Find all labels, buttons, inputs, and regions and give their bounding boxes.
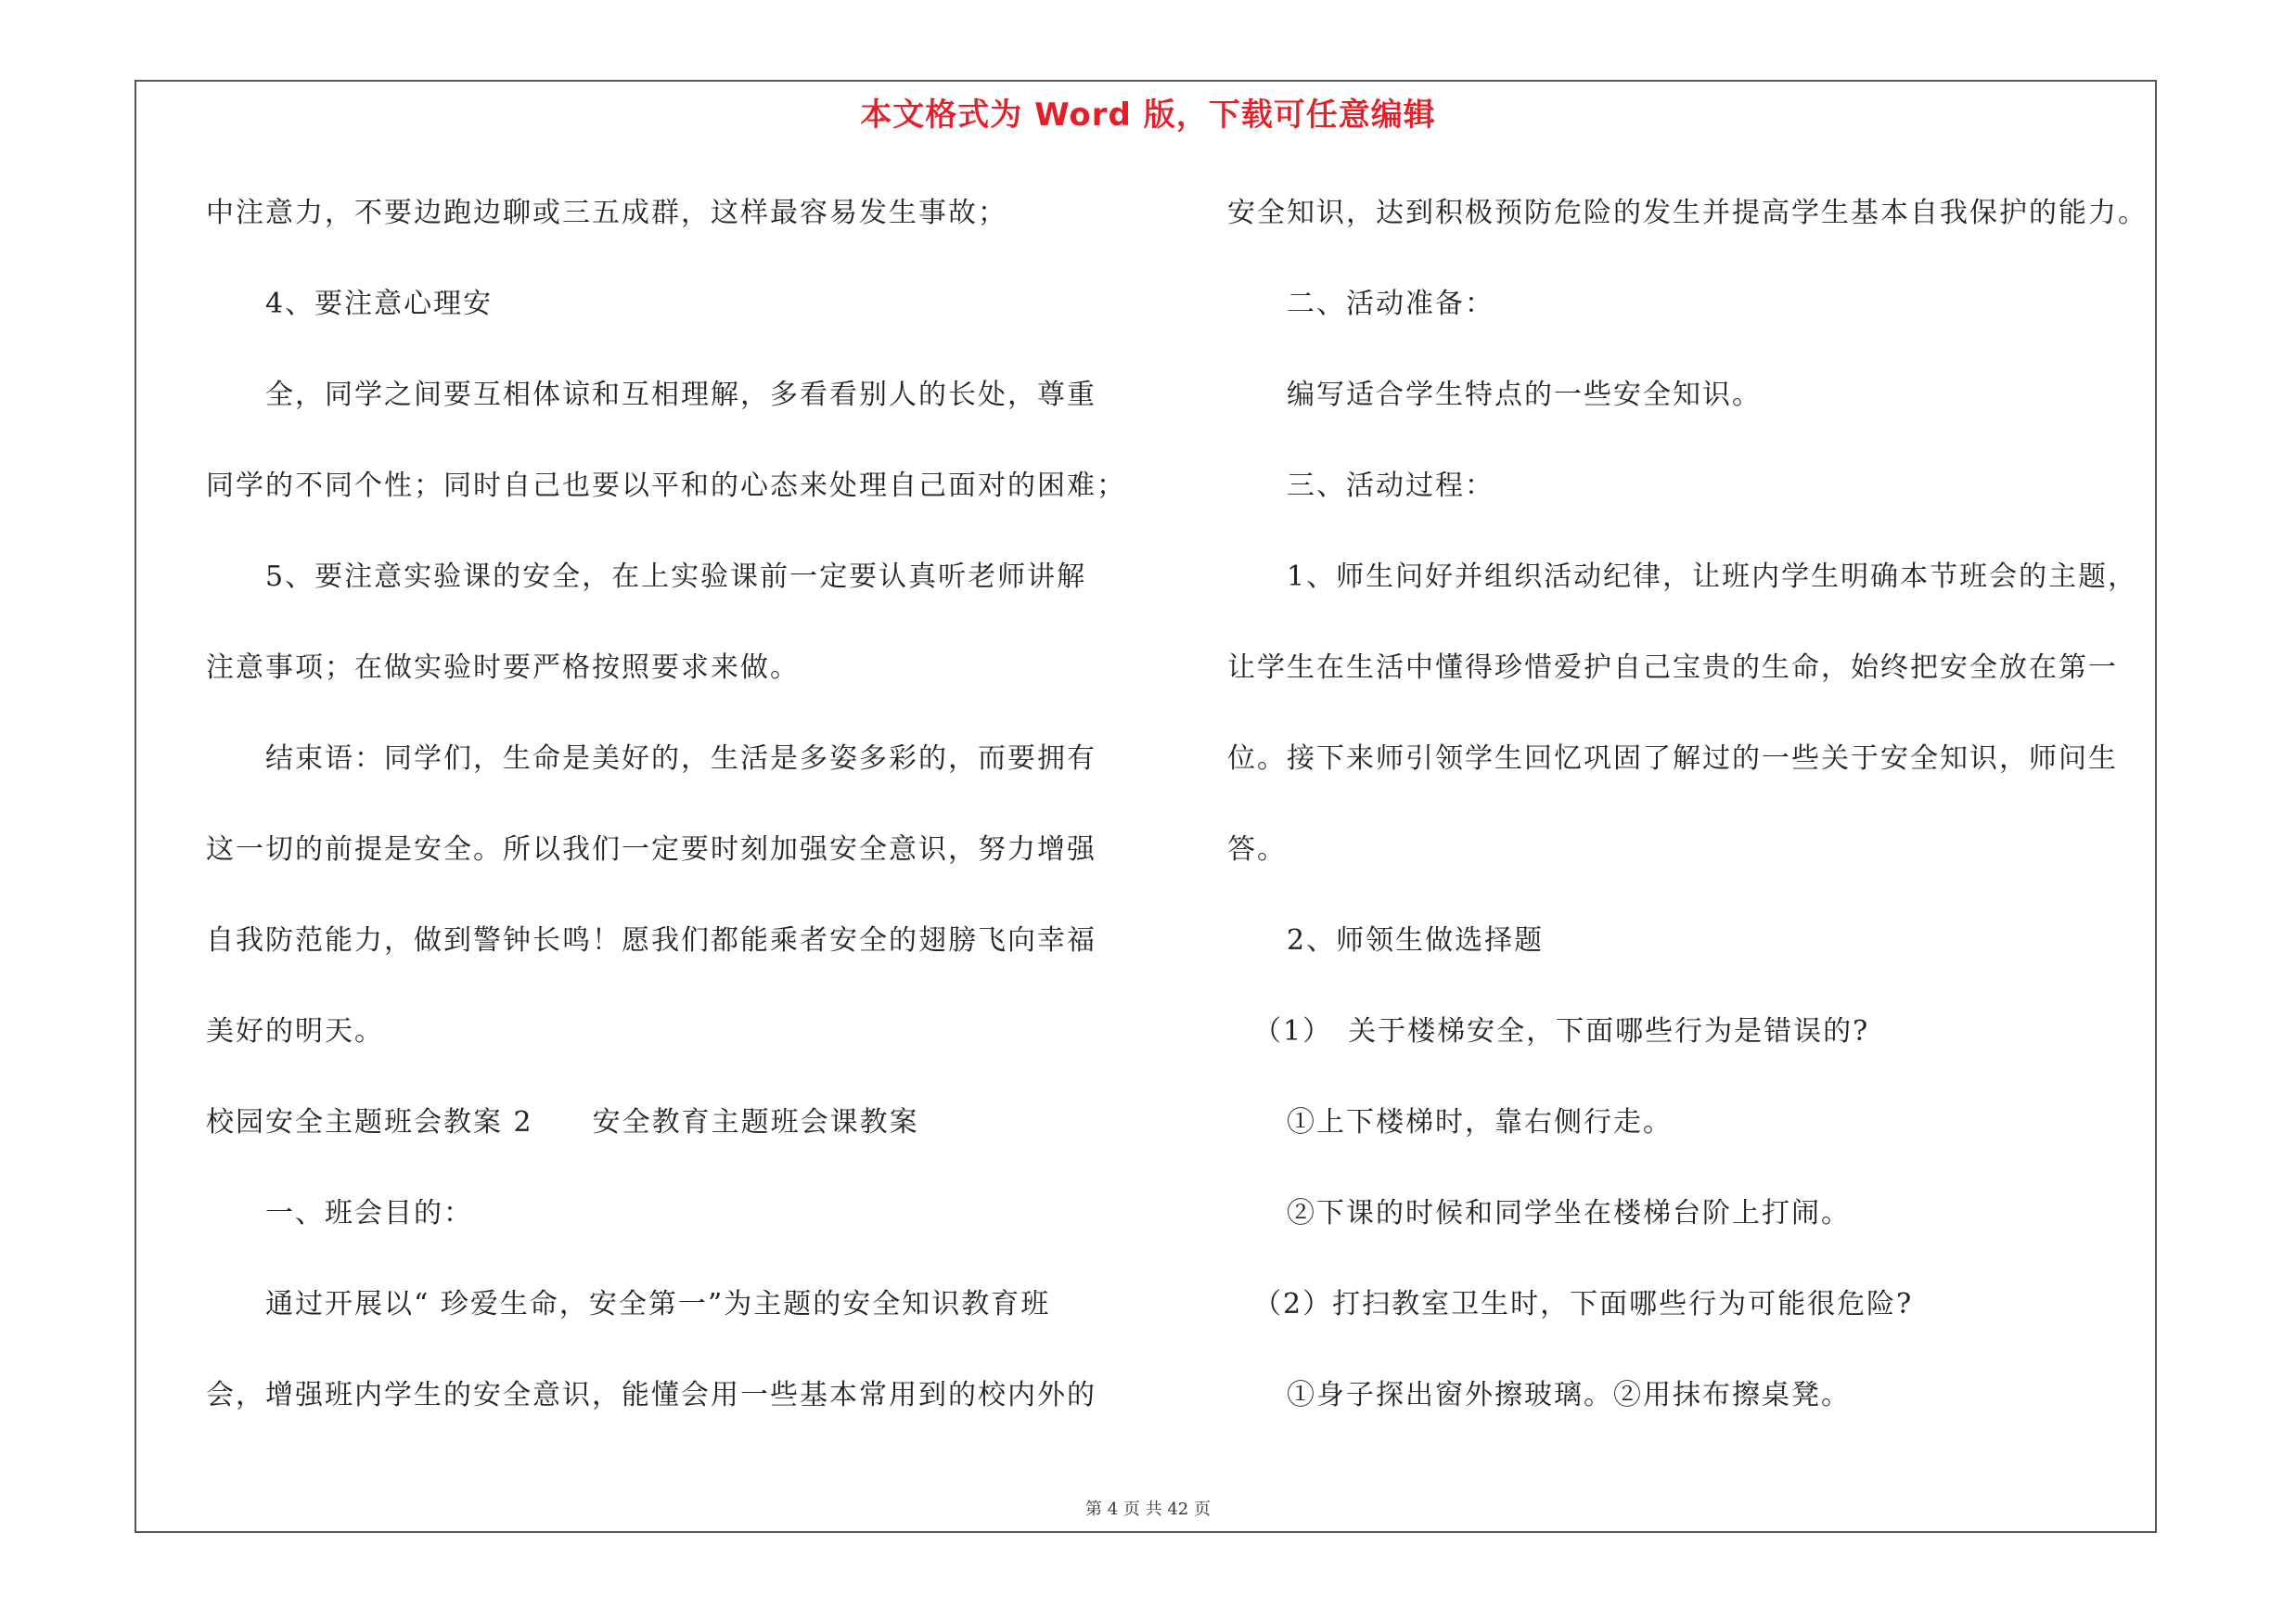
text-line: 安全知识，达到积极预防危险的发生并提高学生基本自我保护的能力。 — [1227, 197, 2148, 229]
text-line: 三、活动过程： — [1287, 470, 1494, 502]
text-line: 全，同学之间要互相体谅和互相理解，多看看别人的长处，尊重 — [265, 379, 1097, 411]
text-line: 编写适合学生特点的一些安全知识。 — [1287, 379, 1762, 411]
text-line: 会，增强班内学生的安全意识，能懂会用一些基本常用到的校内外的 — [206, 1379, 1097, 1411]
text-line: 1、师生问好并组织活动纪律，让班内学生明确本节班会的主题， — [1287, 560, 2138, 593]
format-banner: 本文格式为 Word 版，下载可任意编辑 — [860, 97, 1436, 134]
text-line: 结束语：同学们，生命是美好的，生活是多姿多彩的，而要拥有 — [265, 742, 1097, 775]
text-line: 中注意力，不要边跑边聊或三五成群，这样最容易发生事故； — [206, 197, 1007, 229]
text-line: 2、师领生做选择题 — [1287, 924, 1545, 957]
text-line: 答。 — [1227, 833, 1287, 866]
text-line: 二、活动准备： — [1287, 288, 1494, 320]
text-line: 美好的明天。 — [206, 1015, 384, 1048]
section-heading: 校园安全主题班会教案 2 安全教育主题班会课教案 — [206, 1106, 919, 1139]
text-line: 一、班会目的： — [265, 1197, 473, 1230]
text-line: 注意事项；在做实验时要严格按照要求来做。 — [206, 651, 800, 684]
text-line: 通过开展以“ 珍爱生命，安全第一”为主题的安全知识教育班 — [265, 1288, 1051, 1320]
page-number: 第 4 页 共 42 页 — [1085, 1500, 1211, 1519]
text-line: 位。接下来师引领学生回忆巩固了解过的一些关于安全知识，师问生 — [1227, 742, 2118, 775]
option-item: ②下课的时候和同学坐在楼梯台阶上打闹。 — [1287, 1197, 1851, 1230]
text-line: 同学的不同个性；同时自己也要以平和的心态来处理自己面对的困难； — [206, 470, 1126, 502]
text-line: 4、要注意心理安 — [265, 288, 494, 320]
text-line: 这一切的前提是安全。所以我们一定要时刻加强安全意识，努力增强 — [206, 833, 1097, 866]
question-item: （2）打扫教室卫生时，下面哪些行为可能很危险? — [1253, 1288, 1914, 1320]
option-item: ①上下楼梯时，靠右侧行走。 — [1287, 1106, 1673, 1139]
text-line: 5、要注意实验课的安全，在上实验课前一定要认真听老师讲解 — [265, 560, 1087, 593]
question-item: （1） 关于楼梯安全，下面哪些行为是错误的? — [1253, 1015, 1870, 1048]
text-line: 让学生在生活中懂得珍惜爱护自己宝贵的生命，始终把安全放在第一 — [1227, 651, 2118, 684]
option-item: ①身子探出窗外擦玻璃。②用抹布擦桌凳。 — [1287, 1379, 1851, 1411]
text-line: 自我防范能力，做到警钟长鸣！愿我们都能乘者安全的翅膀飞向幸福 — [206, 924, 1097, 957]
